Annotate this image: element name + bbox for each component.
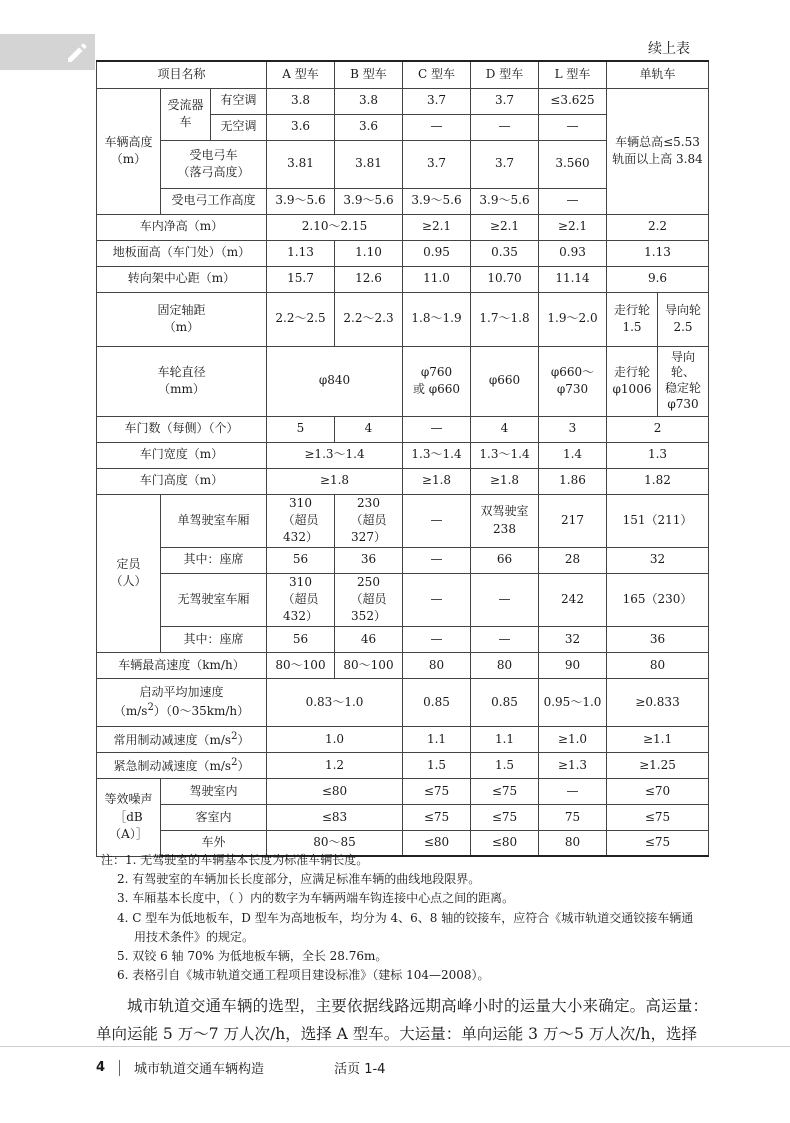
table-cell: 46	[335, 626, 403, 652]
table-cell: 1.3～1.4	[471, 442, 539, 468]
body-paragraph: 城市轨道交通车辆的选型，主要依据线路远期高峰小时的运量大小来确定。高运量：单向运能 5 万～7 万人次/h，选择 A 型车。大运量：单向运能 3 万～5 万人次/h，选择	[96, 997, 708, 1043]
table-cell	[97, 726, 267, 752]
table-cell: 90	[539, 652, 607, 678]
table-cell: 36	[335, 547, 403, 573]
table-cell: ≤75	[403, 778, 471, 804]
table-cell: 10.70	[471, 266, 539, 292]
header-cell: B 型车	[335, 61, 403, 88]
table-cell: 受电弓工作高度	[161, 188, 267, 214]
table-cell: 3.9～5.6	[267, 188, 335, 214]
table-cell: 15.7	[267, 266, 335, 292]
table-cell: 3.6	[267, 114, 335, 140]
table-cell: φ660	[471, 346, 539, 416]
table-cell: 其中：座席	[161, 626, 267, 652]
header-cell: C 型车	[403, 61, 471, 88]
table-cell: 1.5	[403, 752, 471, 778]
table-cell: 2.2～2.3	[335, 292, 403, 346]
note-line: 4. C 型车为低地板车，D 型车为高地板车，均分为 4、6、8 轴的铰接车，应符合《城市轨道交通铰接车辆通	[117, 910, 694, 925]
table-cell: 250 （超员 352）	[335, 573, 403, 626]
table-cell: 3	[539, 416, 607, 442]
note-line: 3. 车厢基本长度中，（ ）内的数字为车辆两端车钩连接中心点之间的距离。	[117, 891, 515, 906]
book-title: 城市轨道交通车辆构造	[134, 1062, 265, 1077]
table-cell: 固定轴距 （m）	[97, 292, 267, 346]
note-line: 5. 双铰 6 轴 70% 为低地板车辆，全长 28.76m。	[117, 948, 388, 963]
table-cell: ≥1.8	[403, 468, 471, 494]
table-cell: 1.86	[539, 468, 607, 494]
header-cell: 单轨车	[607, 61, 709, 88]
table-row	[97, 726, 709, 752]
table-cell: 151（211）	[607, 494, 709, 547]
table-cell: 242	[539, 573, 607, 626]
table-cell: 2.10～2.15	[267, 214, 403, 240]
table-cell: 导向轮 2.5	[658, 292, 709, 346]
table-cell: 12.6	[335, 266, 403, 292]
table-cell: 217	[539, 494, 607, 547]
table-cell: —	[471, 626, 539, 652]
superscript: 2	[147, 702, 154, 714]
table-cell: 66	[471, 547, 539, 573]
table-row	[97, 468, 709, 494]
table-cell: —	[403, 573, 471, 626]
table-cell: —	[403, 626, 471, 652]
table-cell: 3.7	[403, 140, 471, 188]
table-cell: ≤75	[607, 804, 709, 830]
table-cell	[97, 678, 267, 726]
row-group-label: 车辆高度（m）	[97, 88, 161, 214]
table-cell: 3.6	[335, 114, 403, 140]
table-cell: 无空调	[211, 114, 267, 140]
table-row	[97, 626, 709, 652]
table-cell: ≤75	[607, 830, 709, 856]
table-cell: 80～100	[267, 652, 335, 678]
table-cell: ≤70	[607, 778, 709, 804]
table-cell: 3.9～5.6	[403, 188, 471, 214]
table-cell: ≥2.1	[403, 214, 471, 240]
table-cell: ≤80	[471, 830, 539, 856]
table-cell: 车外	[161, 830, 267, 856]
table-cell: 5	[267, 416, 335, 442]
table-cell: φ760 或 φ660	[403, 346, 471, 416]
table-cell: 3.8	[267, 88, 335, 114]
header-cell: L 型车	[539, 61, 607, 88]
row-group-label: 等效噪声 ［dB（A）］	[97, 778, 161, 856]
vehicle-spec-table	[96, 60, 709, 857]
table-row	[97, 778, 709, 804]
table-row	[97, 678, 709, 726]
table-cell: 4	[335, 416, 403, 442]
table-cell: 165（230）	[607, 573, 709, 626]
table-cell: 1.3～1.4	[403, 442, 471, 468]
table-cell: 75	[539, 804, 607, 830]
table-cell: 车内净高（m）	[97, 214, 267, 240]
table-row	[97, 346, 709, 416]
table-cell: 无驾驶室车厢	[161, 573, 267, 626]
table-cell: ≤3.625	[539, 88, 607, 114]
table-cell: 1.4	[539, 442, 607, 468]
superscript: 2	[231, 756, 238, 768]
continued-label: 续上表	[648, 41, 690, 57]
table-cell: ≥1.8	[267, 468, 403, 494]
table-cell: 1.8～1.9	[403, 292, 471, 346]
page-number: 4	[96, 1060, 106, 1075]
table-cell: ≥1.3	[539, 752, 607, 778]
page-footer	[96, 1058, 385, 1077]
table-cell: 客室内	[161, 804, 267, 830]
table-cell: 1.0	[267, 726, 403, 752]
table-cell: 1.13	[267, 240, 335, 266]
table-cell: 310 （超员 432）	[267, 494, 335, 547]
table-cell: 36	[607, 626, 709, 652]
table-cell: 1.82	[607, 468, 709, 494]
table-cell: 2.2	[607, 214, 709, 240]
table-cell: —	[539, 778, 607, 804]
loose-leaf-label: 活页 1-4	[334, 1062, 386, 1077]
table-header-row	[97, 61, 709, 88]
table-cell: 0.93	[539, 240, 607, 266]
table-row	[97, 88, 709, 114]
table-cell: 3.7	[403, 88, 471, 114]
close-paren: ）	[237, 758, 250, 773]
table-cell: 1.10	[335, 240, 403, 266]
table-cell: 1.5	[471, 752, 539, 778]
note-line: 注：1. 无驾驶室的车辆基本长度为标准车辆长度。	[101, 853, 369, 867]
header-cell: A 型车	[267, 61, 335, 88]
table-cell: 32	[539, 626, 607, 652]
pencil-icon	[65, 41, 89, 65]
table-cell: 310 （超员 432）	[267, 573, 335, 626]
table-cell: ≥1.0	[539, 726, 607, 752]
note-line: 用技术条件》的规定。	[134, 929, 255, 944]
close-paren: ）	[237, 732, 250, 747]
table-cell: ≤80	[403, 830, 471, 856]
table-cell: ≥1.1	[607, 726, 709, 752]
table-cell: ≥1.3～1.4	[267, 442, 403, 468]
table-cell: 3.8	[335, 88, 403, 114]
table-cell: 受电弓车 （落弓高度）	[161, 140, 267, 188]
table-row	[97, 804, 709, 830]
accel-label: 启动平均加速度	[139, 684, 224, 699]
accel-unit-pre: （m/s	[113, 704, 148, 719]
table-cell: 80	[539, 830, 607, 856]
table-cell: 80	[403, 652, 471, 678]
table-cell: 有空调	[211, 88, 267, 114]
footer-separator	[119, 1060, 120, 1076]
table-row	[97, 266, 709, 292]
table-cell: 导向轮、 稳定轮 φ730	[658, 346, 709, 416]
table-cell: 1.1	[471, 726, 539, 752]
table-cell: 1.9～2.0	[539, 292, 607, 346]
table-cell: 车门高度（m）	[97, 468, 267, 494]
table-row	[97, 752, 709, 778]
table-cell: 56	[267, 626, 335, 652]
table-cell: 80～100	[335, 652, 403, 678]
table-cell: —	[539, 114, 607, 140]
table-cell: 3.9～5.6	[471, 188, 539, 214]
table-cell: 1.2	[267, 752, 403, 778]
table-cell: ≤75	[471, 804, 539, 830]
table-cell: 2.2～2.5	[267, 292, 335, 346]
table-cell: 其中：座席	[161, 547, 267, 573]
table-cell: φ660～ φ730	[539, 346, 607, 416]
table-cell: 0.95	[403, 240, 471, 266]
table-notes	[101, 851, 717, 985]
table-cell: ≥2.1	[539, 214, 607, 240]
table-cell: 驾驶室内	[161, 778, 267, 804]
table-row	[97, 547, 709, 573]
table-cell: ≥1.8	[471, 468, 539, 494]
table-cell: 3.560	[539, 140, 607, 188]
table-cell: 3.81	[267, 140, 335, 188]
row-subgroup-label: 受流器车	[161, 88, 211, 140]
table-cell: 3.81	[335, 140, 403, 188]
table-cell: —	[471, 114, 539, 140]
table-cell: 0.95～1.0	[539, 678, 607, 726]
table-cell: —	[539, 188, 607, 214]
table-cell: 车轮直径 （mm）	[97, 346, 267, 416]
table-cell: ≤75	[471, 778, 539, 804]
table-cell: 1.3	[607, 442, 709, 468]
table-cell	[97, 752, 267, 778]
table-cell: 56	[267, 547, 335, 573]
table-cell: —	[403, 494, 471, 547]
table-row	[97, 416, 709, 442]
table-cell: 走行轮 φ1006	[607, 346, 658, 416]
table-row	[97, 442, 709, 468]
table-cell: 11.14	[539, 266, 607, 292]
table-row	[97, 573, 709, 626]
table-cell: 双驾驶室 238	[471, 494, 539, 547]
table-cell: 4	[471, 416, 539, 442]
table-cell: 车门数（每侧）（个）	[97, 416, 267, 442]
table-cell: —	[403, 416, 471, 442]
table-cell: —	[471, 573, 539, 626]
table-cell: 2	[607, 416, 709, 442]
table-cell: 9.6	[607, 266, 709, 292]
table-cell: 3.7	[471, 140, 539, 188]
note-line: 2. 有驾驶室的车辆加长长度部分，应满足标准车辆的曲线地段限界。	[117, 872, 481, 887]
table-row	[97, 652, 709, 678]
table-cell: 车辆总高≤5.53 轨面以上高 3.84	[607, 88, 709, 214]
table-cell: 80	[607, 652, 709, 678]
table-cell: ≥0.833	[607, 678, 709, 726]
table-cell: 地板面高（车门处）（m）	[97, 240, 267, 266]
table-cell: ≤80	[267, 778, 403, 804]
table-cell: 1.7～1.8	[471, 292, 539, 346]
table-cell: 1.1	[403, 726, 471, 752]
table-cell: 0.85	[471, 678, 539, 726]
table-cell: 1.13	[607, 240, 709, 266]
decel-normal-label: 常用制动减速度（m/s	[113, 732, 232, 747]
table-cell: 0.83～1.0	[267, 678, 403, 726]
table-cell: ≥2.1	[471, 214, 539, 240]
table-row	[97, 214, 709, 240]
footer-divider	[0, 1046, 790, 1047]
accel-unit-post: ）（0～35km/h）	[153, 704, 250, 719]
table-cell: 0.85	[403, 678, 471, 726]
table-row	[97, 292, 709, 346]
table-cell: 0.35	[471, 240, 539, 266]
table-cell: 80～85	[267, 830, 403, 856]
note-line: 6. 表格引自《城市轨道交通工程项目建设标准》（建标 104—2008）。	[117, 968, 490, 983]
table-cell: —	[403, 114, 471, 140]
table-cell: 3.7	[471, 88, 539, 114]
table-cell: 走行轮 1.5	[607, 292, 658, 346]
table-cell: 车辆最高速度（km/h）	[97, 652, 267, 678]
row-group-label: 定员 （人）	[97, 494, 161, 652]
table-cell: ≥1.25	[607, 752, 709, 778]
table-cell: φ840	[267, 346, 403, 416]
table-cell: 单驾驶室车厢	[161, 494, 267, 547]
table-cell: 28	[539, 547, 607, 573]
table-cell: 32	[607, 547, 709, 573]
table-row	[97, 240, 709, 266]
table-cell: 3.9～5.6	[335, 188, 403, 214]
table-cell: 车门宽度（m）	[97, 442, 267, 468]
table-cell: ≤83	[267, 804, 403, 830]
table-cell: ≤75	[403, 804, 471, 830]
decel-emergency-label: 紧急制动减速度（m/s	[113, 758, 232, 773]
header-cell: D 型车	[471, 61, 539, 88]
header-cell: 项目名称	[97, 61, 267, 88]
table-cell: 80	[471, 652, 539, 678]
superscript: 2	[231, 730, 238, 742]
edit-tab[interactable]	[0, 34, 95, 70]
table-cell: 转向架中心距（m）	[97, 266, 267, 292]
table-cell: 11.0	[403, 266, 471, 292]
table-row	[97, 494, 709, 547]
table-cell: —	[403, 547, 471, 573]
table-cell: 230 （超员 327）	[335, 494, 403, 547]
